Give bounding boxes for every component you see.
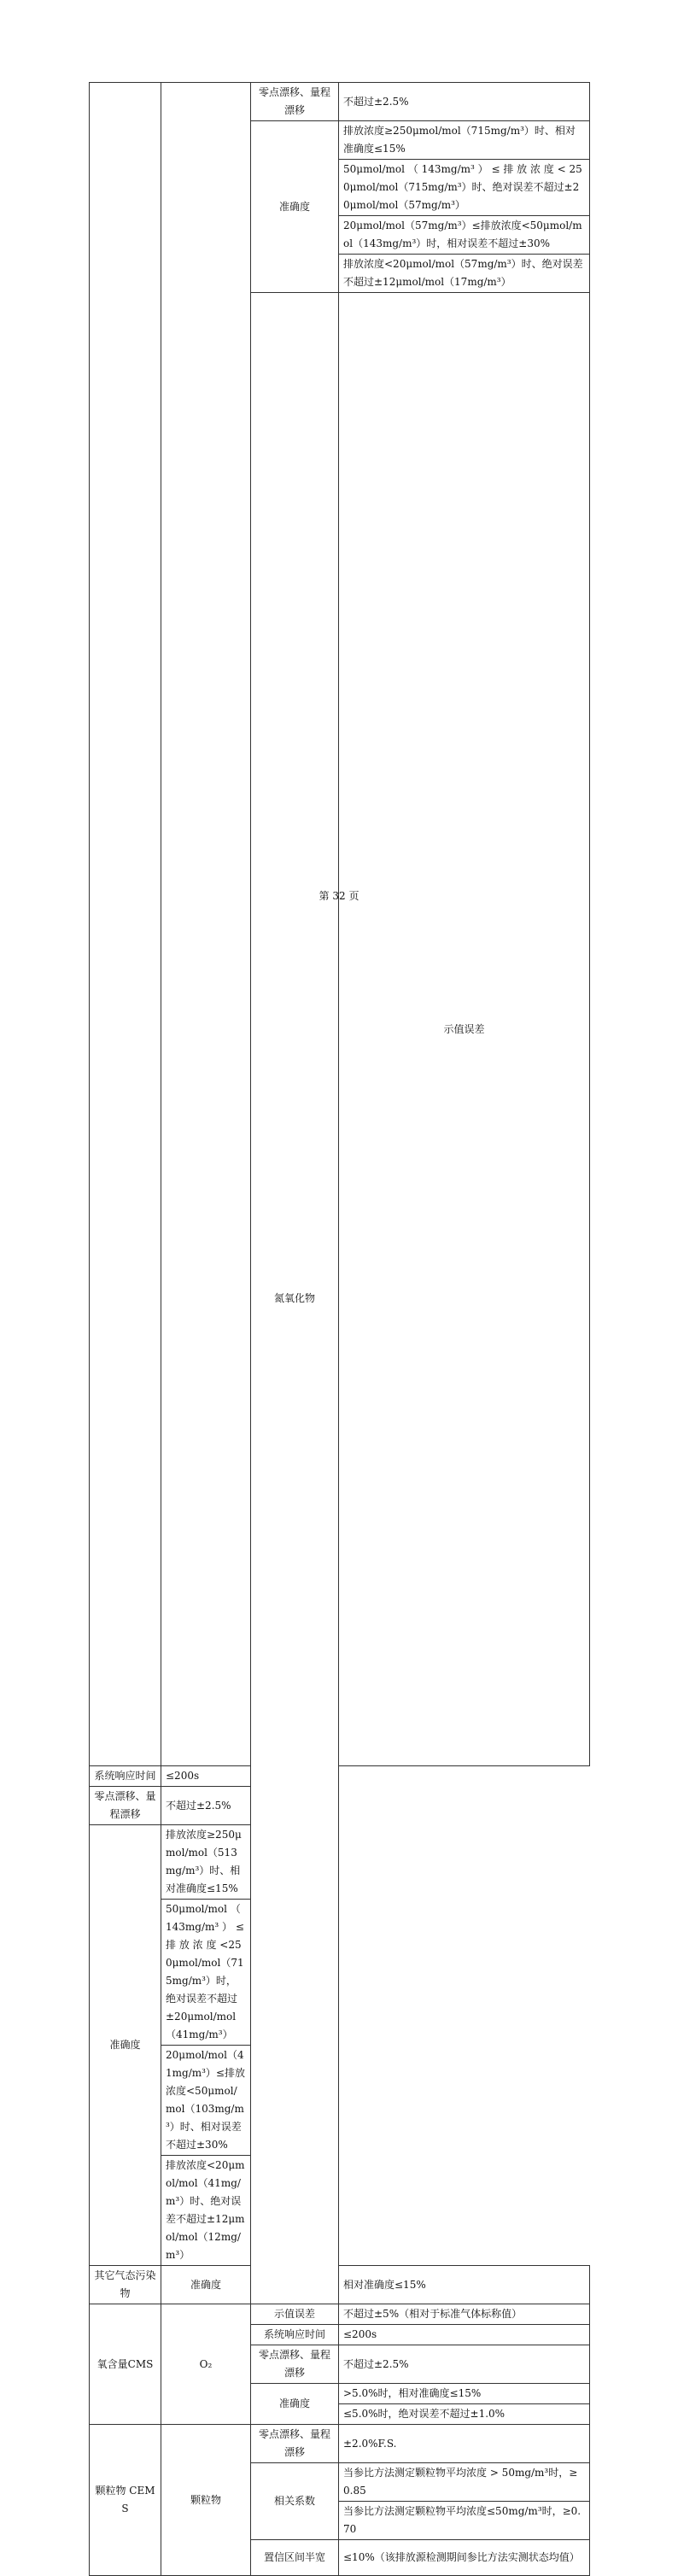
value-drift: 不超过±2.5% xyxy=(339,2345,590,2384)
value-accuracy-2: 50μmol/mol （ 143mg/m³ ） ≤ 排 放 浓 度 < 250μmol/mol（715mg/m³）时、绝对误差不超过±20μmol/mol（57mg/m³） xyxy=(339,160,590,216)
item-indication-error: 示值误差 xyxy=(251,2304,339,2325)
item-accuracy: 准确度 xyxy=(251,121,339,293)
page-number: 第 32 页 xyxy=(319,890,359,902)
value-accuracy-3: 20μmol/mol（57mg/m³）≤排放浓度<50μmol/mol（143mg/m³）时，相对误差不超过±30% xyxy=(339,216,590,255)
value-accuracy: 相对准确度≤15% xyxy=(339,2266,590,2304)
value-indication-error: 不超过±5%（相对于标准气体标称值） xyxy=(339,2304,590,2325)
pollutant-nox: 氮氧化物 xyxy=(251,293,339,2304)
item-accuracy: 准确度 xyxy=(90,1825,161,2266)
group-pm-cems: 颗粒物 CEMS xyxy=(90,2425,161,2576)
value-response-time: ≤200s xyxy=(339,2325,590,2345)
value-correlation-1: 当参比方法测定颗粒物平均浓度 > 50mg/m³时，≥0.85 xyxy=(339,2463,590,2502)
group-cell-continued xyxy=(90,83,161,1766)
value-drift: 不超过±2.5% xyxy=(161,1787,251,1825)
value-accuracy-1: 排放浓度≥250μmol/mol（513mg/m³）时、相对准确度≤15% xyxy=(161,1825,251,1900)
value-accuracy-1: 排放浓度≥250μmol/mol（715mg/m³）时、相对准确度≤15% xyxy=(339,121,590,160)
item-drift: 零点漂移、量程漂移 xyxy=(251,2425,339,2463)
value-accuracy-1: >5.0%时，相对准确度≤15% xyxy=(339,2384,590,2404)
pollutant-cell-continued xyxy=(161,83,251,1766)
item-accuracy: 准确度 xyxy=(161,2266,251,2304)
value-confidence-interval: ≤10%（该排放源检测期间参比方法实测状态均值） xyxy=(339,2540,590,2576)
item-drift: 零点漂移、量程漂移 xyxy=(251,2345,339,2384)
pollutant-other: 其它气态污染物 xyxy=(90,2266,161,2304)
value-accuracy-2: ≤5.0%时，绝对误差不超过±1.0% xyxy=(339,2404,590,2425)
value-drift: 不超过±2.5% xyxy=(339,83,590,121)
value-response-time: ≤200s xyxy=(161,1766,251,1787)
item-accuracy: 准确度 xyxy=(251,2384,339,2425)
group-o2-cms: 氧含量CMS xyxy=(90,2304,161,2425)
item-drift: 零点漂移、量程漂移 xyxy=(90,1787,161,1825)
value-drift: ±2.0%F.S. xyxy=(339,2425,590,2463)
item-correlation: 相关系数 xyxy=(251,2463,339,2540)
item-indication-error: 示值误差 xyxy=(339,293,590,1766)
value-accuracy-2: 50μmol/mol （ 143mg/m³ ） ≤ 排 放 浓 度 <250μmol/mol（715mg/m³）时，绝对误差不超过±20μmol/mol（41mg/m³） xyxy=(161,1900,251,2046)
spec-table xyxy=(89,82,590,2576)
item-drift: 零点漂移、量程漂移 xyxy=(251,83,339,121)
value-accuracy-4: 排放浓度<20μmol/mol（41mg/m³）时、绝对误差不超过±12μmol/mol（12mg/m³） xyxy=(161,2156,251,2266)
item-confidence-interval: 置信区间半宽 xyxy=(251,2540,339,2576)
item-response-time: 系统响应时间 xyxy=(90,1766,161,1787)
value-correlation-2: 当参比方法测定颗粒物平均浓度≤50mg/m³时，≥0.70 xyxy=(339,2502,590,2540)
value-accuracy-4: 排放浓度<20μmol/mol（57mg/m³）时、绝对误差不超过±12μmol/mol（17mg/m³） xyxy=(339,255,590,293)
pollutant-o2: O₂ xyxy=(161,2304,251,2425)
value-accuracy-3: 20μmol/mol（41mg/m³）≤排放浓度<50μmol/mol（103mg/m³）时、相对误差不超过±30% xyxy=(161,2046,251,2156)
item-response-time: 系统响应时间 xyxy=(251,2325,339,2345)
pollutant-pm: 颗粒物 xyxy=(161,2425,251,2576)
